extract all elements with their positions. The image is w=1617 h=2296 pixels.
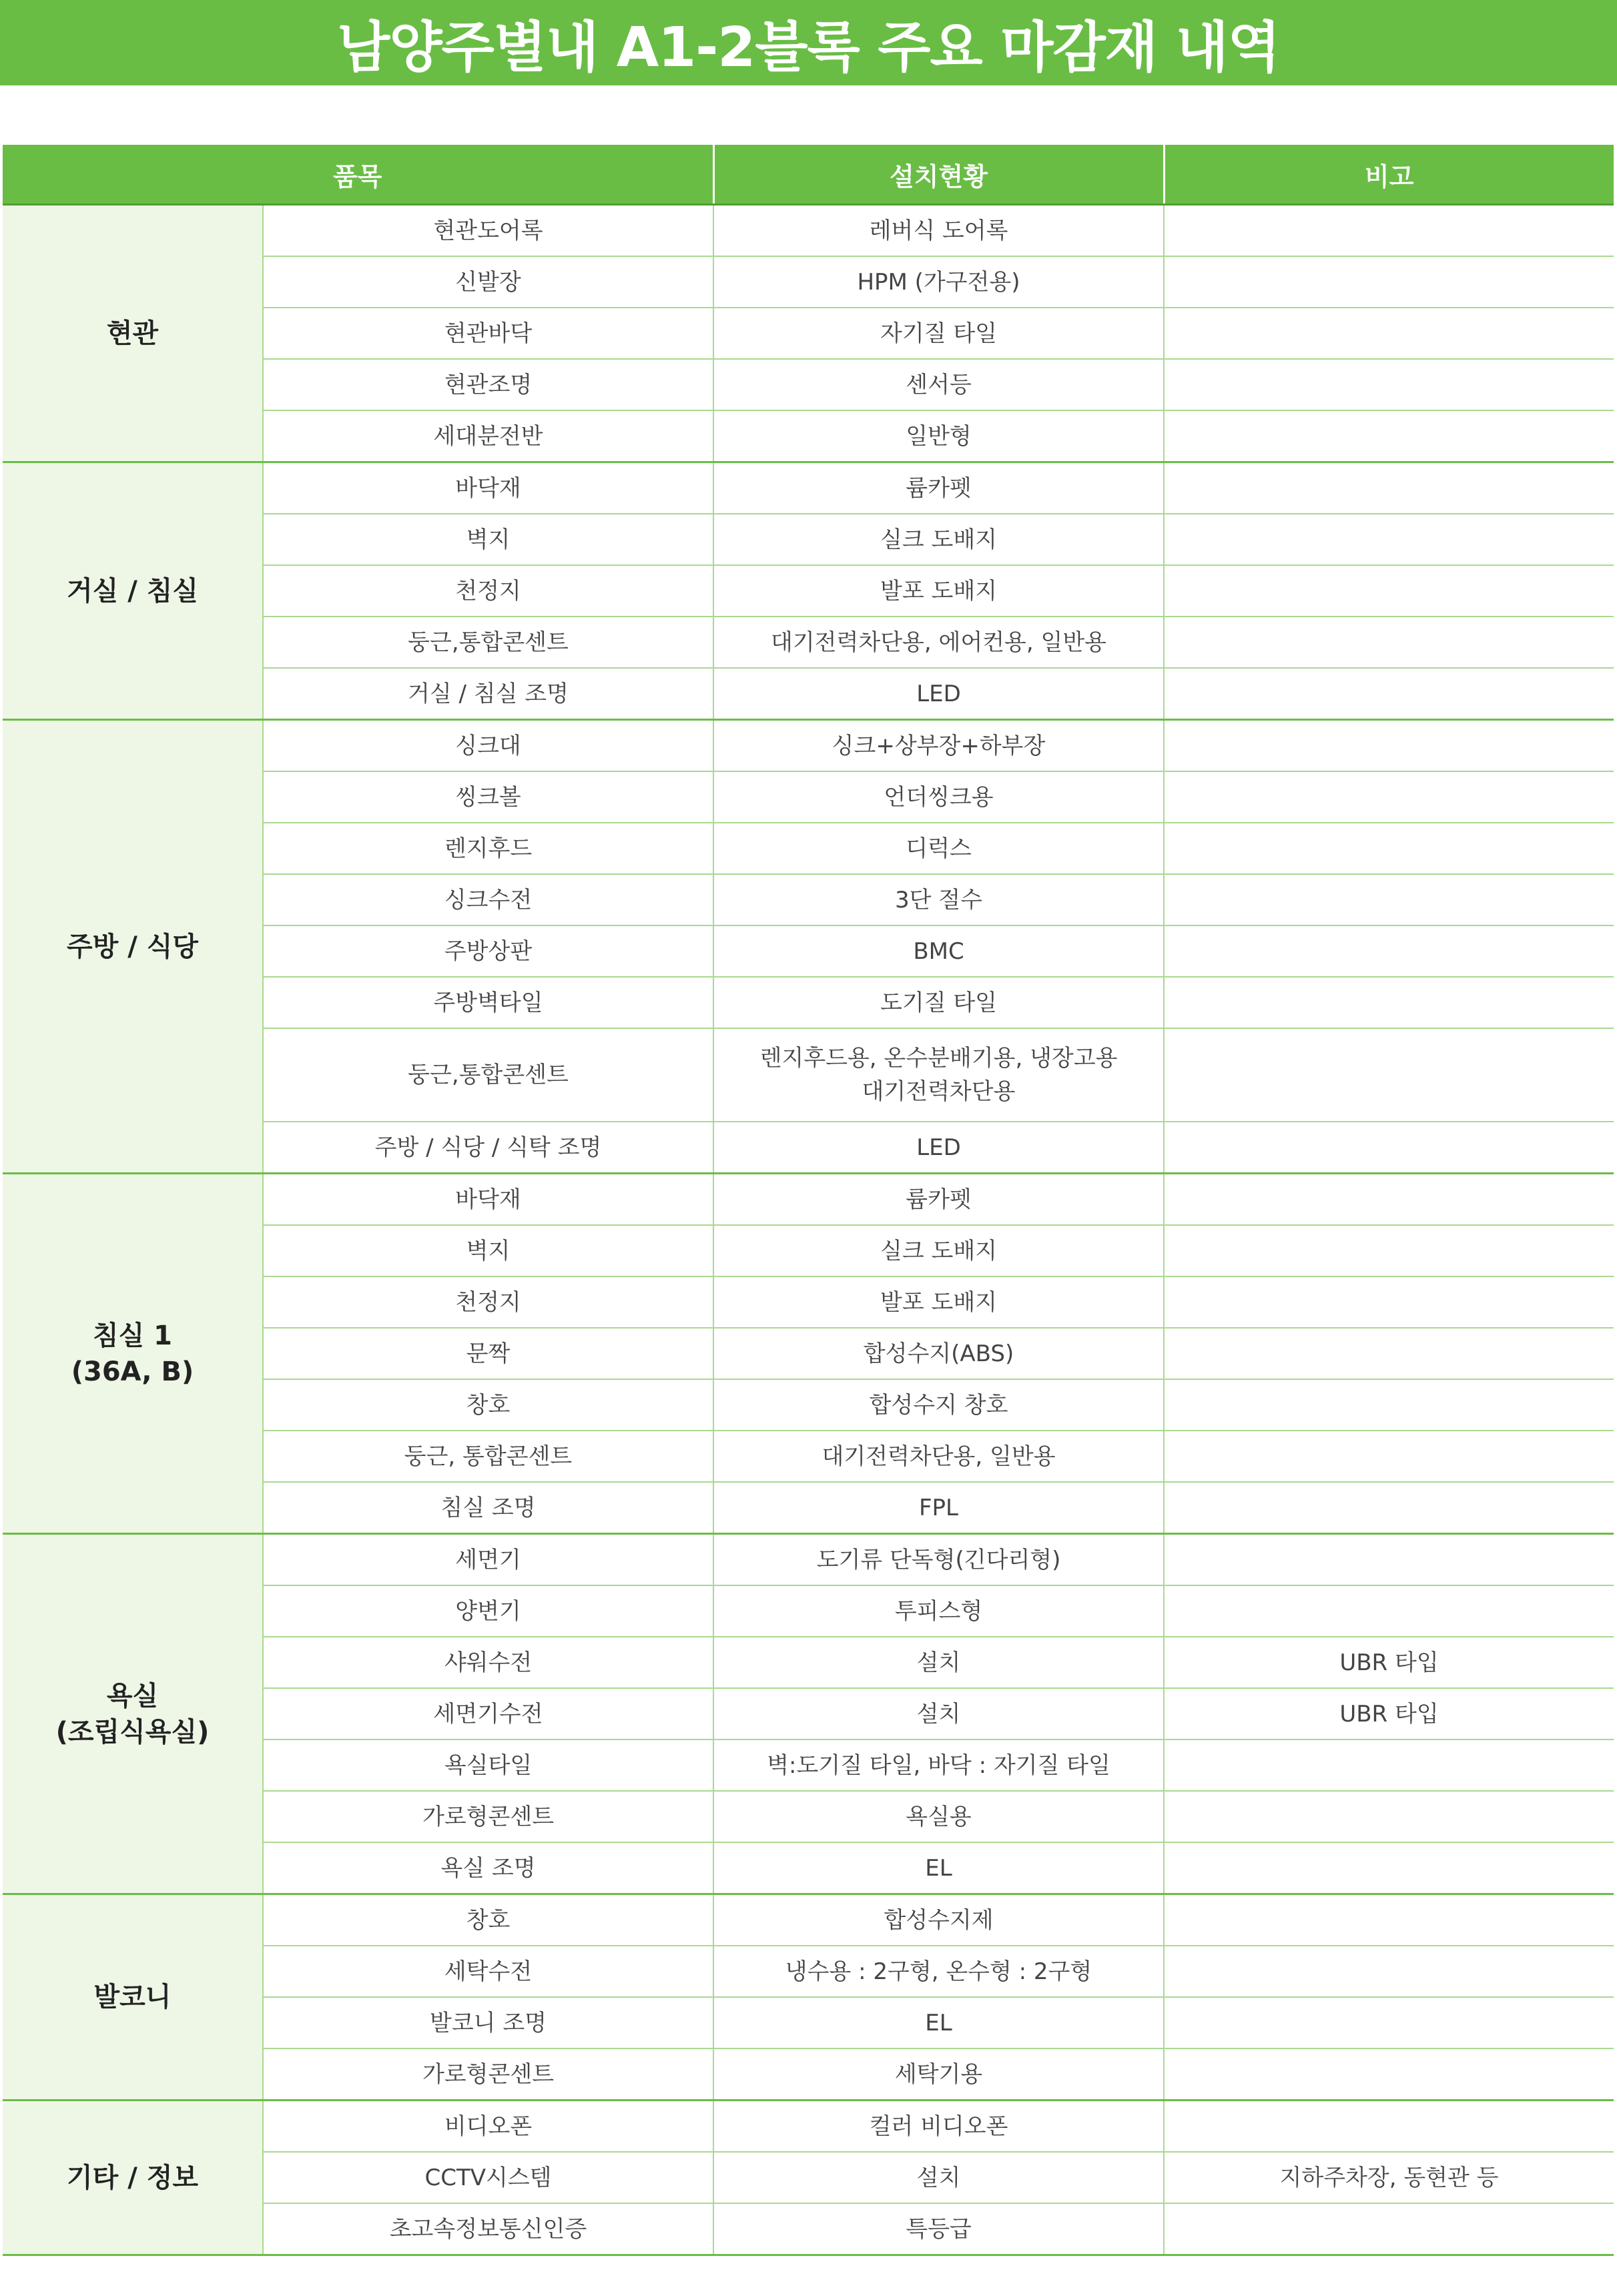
header-item: 품목: [3, 145, 713, 205]
status-cell: 컬러 비디오폰: [713, 2100, 1164, 2153]
status-cell: 도기질 타일: [713, 977, 1164, 1028]
item-cell: 가로형콘센트: [263, 2048, 713, 2100]
item-cell: 씽크볼: [263, 771, 713, 823]
status-cell: 3단 절수: [713, 874, 1164, 925]
category-cell: 주방 / 식당: [3, 720, 263, 1174]
status-cell: 자기질 타일: [713, 308, 1164, 359]
status-cell: 벽:도기질 타일, 바닥 : 자기질 타일: [713, 1740, 1164, 1791]
note-cell: [1164, 823, 1614, 874]
status-cell: 발포 도배지: [713, 565, 1164, 617]
note-cell: [1164, 1842, 1614, 1894]
note-cell: [1164, 925, 1614, 977]
item-cell: 세면기수전: [263, 1688, 713, 1740]
status-cell: 세탁기용: [713, 2048, 1164, 2100]
note-cell: [1164, 256, 1614, 308]
note-cell: [1164, 1585, 1614, 1637]
item-cell: 창호: [263, 1894, 713, 1946]
status-cell: 냉수용 : 2구형, 온수형 : 2구형: [713, 1946, 1164, 1997]
item-cell: 현관조명: [263, 359, 713, 410]
category-cell: 현관: [3, 205, 263, 462]
note-cell: [1164, 1225, 1614, 1276]
category-cell: 침실 1 (36A, B): [3, 1174, 263, 1534]
item-cell: 가로형콘센트: [263, 1791, 713, 1842]
status-cell: EL: [713, 1842, 1164, 1894]
status-cell: 륨카펫: [713, 1174, 1164, 1226]
item-cell: 세탁수전: [263, 1946, 713, 1997]
note-cell: [1164, 668, 1614, 720]
note-cell: [1164, 565, 1614, 617]
table-row: [3, 2100, 1614, 2153]
status-cell: 합성수지 창호: [713, 1379, 1164, 1431]
note-cell: [1164, 1894, 1614, 1946]
category-cell: 거실 / 침실: [3, 462, 263, 720]
category-cell: 욕실 (조립식욕실): [3, 1534, 263, 1894]
item-cell: 싱크수전: [263, 874, 713, 925]
note-cell: [1164, 1791, 1614, 1842]
note-cell: [1164, 359, 1614, 410]
item-cell: 세면기: [263, 1534, 713, 1586]
note-cell: [1164, 1946, 1614, 1997]
item-cell: 거실 / 침실 조명: [263, 668, 713, 720]
table-row: [3, 720, 1614, 772]
note-cell: 지하주차장, 동현관 등: [1164, 2152, 1614, 2203]
status-cell: 레버식 도어록: [713, 205, 1164, 257]
status-cell: 합성수지제: [713, 1894, 1164, 1946]
item-cell: 주방 / 식당 / 식탁 조명: [263, 1122, 713, 1174]
status-cell: HPM (가구전용): [713, 256, 1164, 308]
note-cell: [1164, 1174, 1614, 1226]
status-cell: FPL: [713, 1482, 1164, 1534]
status-cell: LED: [713, 1122, 1164, 1174]
item-cell: 주방상판: [263, 925, 713, 977]
table-body: [3, 205, 1614, 2255]
note-cell: [1164, 1028, 1614, 1122]
note-cell: UBR 타입: [1164, 1637, 1614, 1688]
note-cell: [1164, 514, 1614, 565]
item-cell: 비디오폰: [263, 2100, 713, 2153]
header-note: 비고: [1164, 145, 1614, 205]
category-cell: 기타 / 정보: [3, 2100, 263, 2255]
table-row: [3, 1174, 1614, 1226]
item-cell: 현관도어록: [263, 205, 713, 257]
status-cell: 실크 도배지: [713, 1225, 1164, 1276]
status-cell: 합성수지(ABS): [713, 1328, 1164, 1379]
status-cell: 설치: [713, 1637, 1164, 1688]
note-cell: [1164, 1122, 1614, 1174]
note-cell: [1164, 462, 1614, 514]
note-cell: [1164, 410, 1614, 462]
item-cell: 신발장: [263, 256, 713, 308]
item-cell: 벽지: [263, 1225, 713, 1276]
item-cell: 둥근,통합콘센트: [263, 1028, 713, 1122]
status-cell: EL: [713, 1997, 1164, 2048]
table-header-row: [3, 145, 1614, 205]
status-cell: 언더씽크용: [713, 771, 1164, 823]
item-cell: 벽지: [263, 514, 713, 565]
note-cell: [1164, 2203, 1614, 2255]
item-cell: 바닥재: [263, 1174, 713, 1226]
status-cell: 설치: [713, 1688, 1164, 1740]
item-cell: 초고속정보통신인증: [263, 2203, 713, 2255]
item-cell: 둥근, 통합콘센트: [263, 1431, 713, 1482]
page-title: 남양주별내 A1-2블록 주요 마감재 내역: [0, 0, 1617, 85]
status-cell: 욕실용: [713, 1791, 1164, 1842]
note-cell: [1164, 720, 1614, 772]
item-cell: 욕실타일: [263, 1740, 713, 1791]
note-cell: [1164, 1379, 1614, 1431]
item-cell: 천정지: [263, 565, 713, 617]
status-cell: 설치: [713, 2152, 1164, 2203]
item-cell: 렌지후드: [263, 823, 713, 874]
note-cell: [1164, 1997, 1614, 2048]
item-cell: 창호: [263, 1379, 713, 1431]
note-cell: [1164, 1482, 1614, 1534]
item-cell: CCTV시스템: [263, 2152, 713, 2203]
note-cell: [1164, 1431, 1614, 1482]
status-cell: 렌지후드용, 온수분배기용, 냉장고용 대기전력차단용: [713, 1028, 1164, 1122]
status-cell: LED: [713, 668, 1164, 720]
note-cell: [1164, 1276, 1614, 1328]
header-status: 설치현황: [713, 145, 1164, 205]
note-cell: [1164, 1534, 1614, 1586]
note-cell: [1164, 617, 1614, 668]
status-cell: 륨카펫: [713, 462, 1164, 514]
status-cell: 투피스형: [713, 1585, 1164, 1637]
status-cell: 도기류 단독형(긴다리형): [713, 1534, 1164, 1586]
finishing-materials-table: [3, 145, 1614, 2256]
status-cell: 싱크+상부장+하부장: [713, 720, 1164, 772]
item-cell: 침실 조명: [263, 1482, 713, 1534]
item-cell: 문짝: [263, 1328, 713, 1379]
status-cell: 대기전력차단용, 일반용: [713, 1431, 1164, 1482]
note-cell: [1164, 874, 1614, 925]
status-cell: 디럭스: [713, 823, 1164, 874]
item-cell: 바닥재: [263, 462, 713, 514]
table-row: [3, 462, 1614, 514]
status-cell: BMC: [713, 925, 1164, 977]
status-cell: 일반형: [713, 410, 1164, 462]
status-cell: 대기전력차단용, 에어컨용, 일반용: [713, 617, 1164, 668]
item-cell: 양변기: [263, 1585, 713, 1637]
status-cell: 특등급: [713, 2203, 1164, 2255]
category-cell: 발코니: [3, 1894, 263, 2100]
note-cell: [1164, 308, 1614, 359]
item-cell: 욕실 조명: [263, 1842, 713, 1894]
note-cell: [1164, 771, 1614, 823]
item-cell: 싱크대: [263, 720, 713, 772]
status-cell: 발포 도배지: [713, 1276, 1164, 1328]
item-cell: 현관바닥: [263, 308, 713, 359]
note-cell: [1164, 2100, 1614, 2153]
status-cell: 센서등: [713, 359, 1164, 410]
note-cell: [1164, 1328, 1614, 1379]
status-cell: 실크 도배지: [713, 514, 1164, 565]
item-cell: 세대분전반: [263, 410, 713, 462]
item-cell: 발코니 조명: [263, 1997, 713, 2048]
table-row: [3, 205, 1614, 257]
item-cell: 주방벽타일: [263, 977, 713, 1028]
note-cell: [1164, 977, 1614, 1028]
note-cell: [1164, 205, 1614, 257]
item-cell: 샤워수전: [263, 1637, 713, 1688]
table-row: [3, 1534, 1614, 1586]
note-cell: [1164, 2048, 1614, 2100]
note-cell: [1164, 1740, 1614, 1791]
note-cell: UBR 타입: [1164, 1688, 1614, 1740]
item-cell: 둥근,통합콘센트: [263, 617, 713, 668]
item-cell: 천정지: [263, 1276, 713, 1328]
table-row: [3, 1894, 1614, 1946]
